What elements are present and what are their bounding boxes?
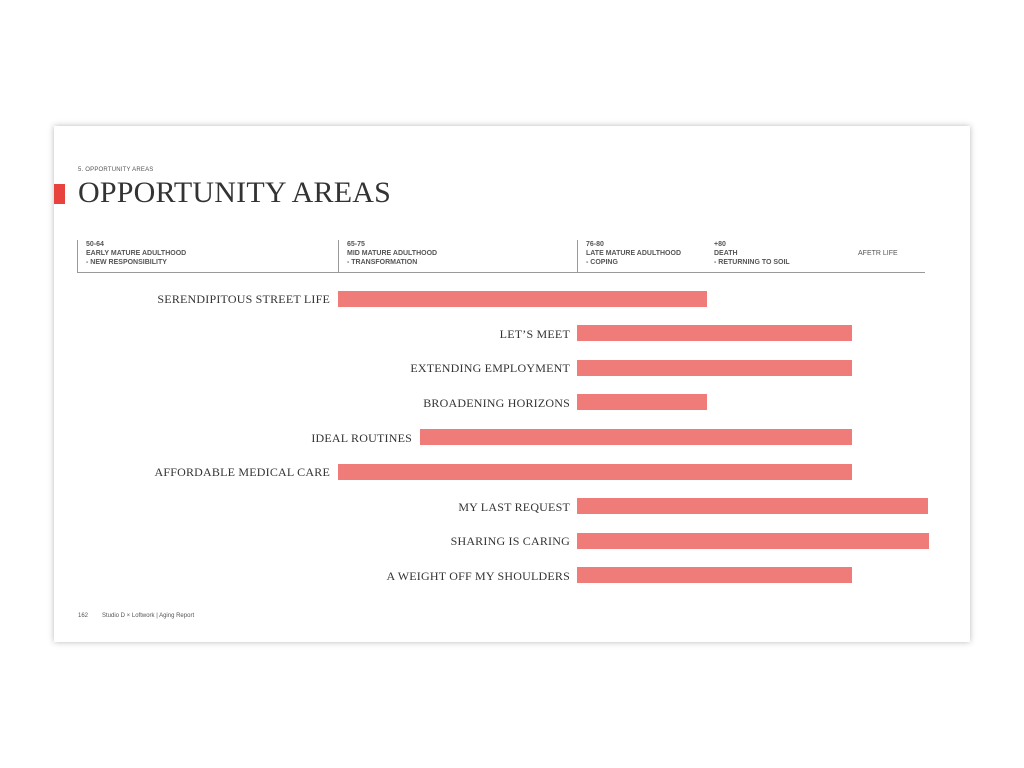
opportunity-label: IDEAL ROUTINES xyxy=(311,431,412,445)
opportunity-bar xyxy=(577,498,928,514)
stage-mid-mature-adulthood xyxy=(338,240,437,272)
opportunity-label: AFFORDABLE MEDICAL CARE xyxy=(154,465,330,479)
stage-late-mature-adulthood xyxy=(577,240,681,272)
stage-range: 76-80 xyxy=(586,241,604,248)
opportunity-label: SHARING IS CARING xyxy=(450,534,570,548)
stage-desc: - COPING xyxy=(586,259,618,266)
page-number: 162 xyxy=(78,613,89,619)
page-title: OPPORTUNITY AREAS xyxy=(78,176,392,209)
opportunity-bar xyxy=(420,429,852,445)
report-page xyxy=(54,126,970,642)
opportunity-label: A WEIGHT OFF MY SHOULDERS xyxy=(386,569,570,583)
stage-range: 50-64 xyxy=(86,241,104,248)
title-accent-bar xyxy=(54,184,65,204)
stage-desc: - TRANSFORMATION xyxy=(347,259,418,266)
opportunity-label: BROADENING HORIZONS xyxy=(423,396,570,410)
section-label: 5. OPPORTUNITY AREAS xyxy=(78,167,154,173)
stage-early-mature-adulthood xyxy=(77,240,186,272)
opportunity-bar xyxy=(338,464,852,480)
opportunity-bar xyxy=(577,360,852,376)
stage-name: DEATH xyxy=(714,250,738,257)
stage-name: LATE MATURE ADULTHOOD xyxy=(586,250,682,257)
stage-after-life xyxy=(858,240,898,272)
opportunity-bar xyxy=(577,325,852,341)
opportunity-label: EXTENDING EMPLOYMENT xyxy=(410,361,570,375)
opportunity-bar xyxy=(577,394,707,410)
stage-desc: - NEW RESPONSIBILITY xyxy=(86,259,167,266)
opportunity-bar xyxy=(338,291,707,307)
stage-death xyxy=(706,240,790,272)
opportunity-bar xyxy=(577,533,929,549)
opportunity-label: MY LAST REQUEST xyxy=(458,500,570,514)
opportunity-label: LET’S MEET xyxy=(499,327,570,341)
opportunity-bar xyxy=(577,567,852,583)
timeline-axis xyxy=(77,272,925,273)
opportunity-label: SERENDIPITOUS STREET LIFE xyxy=(157,292,330,306)
stage-range: 65-75 xyxy=(347,241,365,248)
footer-credit: Studio D × Loftwork | Aging Report xyxy=(102,613,195,619)
stage-desc: - RETURNING TO SOIL xyxy=(714,259,790,266)
stage-name: AFETR LIFE xyxy=(858,250,898,257)
stage-name: EARLY MATURE ADULTHOOD xyxy=(86,250,187,257)
stage-range: +80 xyxy=(714,241,726,248)
stage-name: MID MATURE ADULTHOOD xyxy=(347,250,438,257)
